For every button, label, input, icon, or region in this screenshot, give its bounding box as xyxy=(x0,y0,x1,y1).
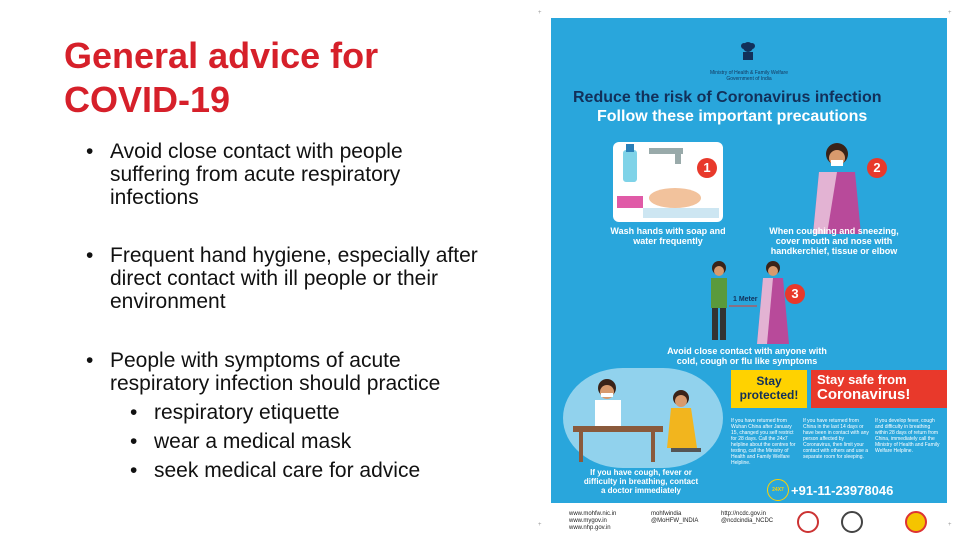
helpline-number: +91-11-23978046 xyxy=(791,483,894,498)
title-line-1: General advice for xyxy=(64,35,379,76)
doctor-caption: If you have cough, fever or difficulty in breathing, contact a doctor immediately xyxy=(583,468,699,495)
national-emblem-icon xyxy=(739,38,757,62)
sub-bullet: • wear a medical mask xyxy=(120,430,440,453)
step-3-caption: Avoid close contact with anyone with cold, cough or flu like symptoms xyxy=(667,346,827,366)
bullet-avoid-contact xyxy=(86,140,403,209)
stay-safe-banner xyxy=(811,370,947,408)
sub-bullet: • seek medical care for advice xyxy=(120,459,440,482)
info-column-3: If you develop fever, cough and difficulty in breathing within 28 days of return from China, immediately call the Ministry of Health and Family Welfare Helpline. xyxy=(875,418,940,454)
poster-footer xyxy=(551,503,947,540)
cycle-logo-icon xyxy=(841,511,863,533)
bullet-line: environment xyxy=(110,290,226,313)
stay-safe-line-1: Stay safe from xyxy=(817,372,907,387)
sub-bullet: • respiratory etiquette xyxy=(120,401,440,424)
govt-seal-icon xyxy=(905,511,927,533)
crop-mark: + xyxy=(948,10,952,16)
bullet-line: • Frequent hand hygiene, especially after xyxy=(110,244,478,267)
helpline-badge-text: 24X7 xyxy=(772,487,784,493)
footer-social: mohfwindia @MoHFW_INDIA xyxy=(651,511,699,524)
doctor-consultation-illustration xyxy=(563,368,723,468)
ncdc-logo-icon xyxy=(797,511,819,533)
bullet-line: respiratory infection should practice xyxy=(110,372,441,395)
info-column-2: If you have returned from China in the last 14 days or have been in contact with any person affected by Coronavirus, then limit your contact with others and use a separate room for sleeping. xyxy=(803,418,869,460)
footer-sites: www.mohfw.nic.in www.mygov.in www.nhp.gov.in xyxy=(569,511,617,531)
footer-links: http://ncdc.gov.in @ncdcindia_NCDC xyxy=(721,511,774,524)
crop-mark: + xyxy=(948,522,952,528)
crop-mark: + xyxy=(538,10,542,16)
slide-title xyxy=(64,34,484,122)
stay-safe-line-2: Coronavirus! xyxy=(817,386,911,403)
step-2-badge: 2 xyxy=(867,158,887,178)
handwash-illustration xyxy=(613,142,723,222)
stay-protected-badge: Stay protected! xyxy=(731,370,807,408)
bullet-line: direct contact with ill people or their xyxy=(110,267,438,290)
crop-mark: + xyxy=(538,522,542,528)
step-3-badge: 3 xyxy=(785,284,805,304)
bullet-hand-hygiene xyxy=(86,244,478,313)
bullet-line: infections xyxy=(110,186,199,209)
step-2-caption: When coughing and sneezing, cover mouth and nose with handkerchief, tissue or elbow xyxy=(769,226,899,256)
bullet-line: • People with symptoms of acute xyxy=(110,349,401,372)
poster-subheadline: Follow these important precautions xyxy=(597,108,868,125)
helpline-24x7-icon xyxy=(767,479,789,501)
distance-label: 1 Meter xyxy=(733,296,758,303)
bullet-line: • Avoid close contact with people xyxy=(110,140,403,163)
step-1-caption: Wash hands with soap and water frequently xyxy=(610,226,726,246)
bullet-symptoms xyxy=(86,349,440,482)
precautions-poster xyxy=(551,18,947,503)
info-column-1: If you have returned from Wuhan China after January 15, changed you self restrict for 28 days. Call the 24x7 helpline about the centres for testing, call the Ministry of Health and Family Welfare Helpline. xyxy=(731,418,796,466)
title-line-2: COVID-19 xyxy=(64,79,231,120)
step-1-badge: 1 xyxy=(697,158,717,178)
ministry-label: Ministry of Health & Family Welfare Government of India xyxy=(710,70,788,82)
bullet-line: suffering from acute respiratory xyxy=(110,163,401,186)
coughing-woman-illustration xyxy=(797,138,877,234)
poster-headline: Reduce the risk of Coronavirus infection xyxy=(573,89,882,106)
